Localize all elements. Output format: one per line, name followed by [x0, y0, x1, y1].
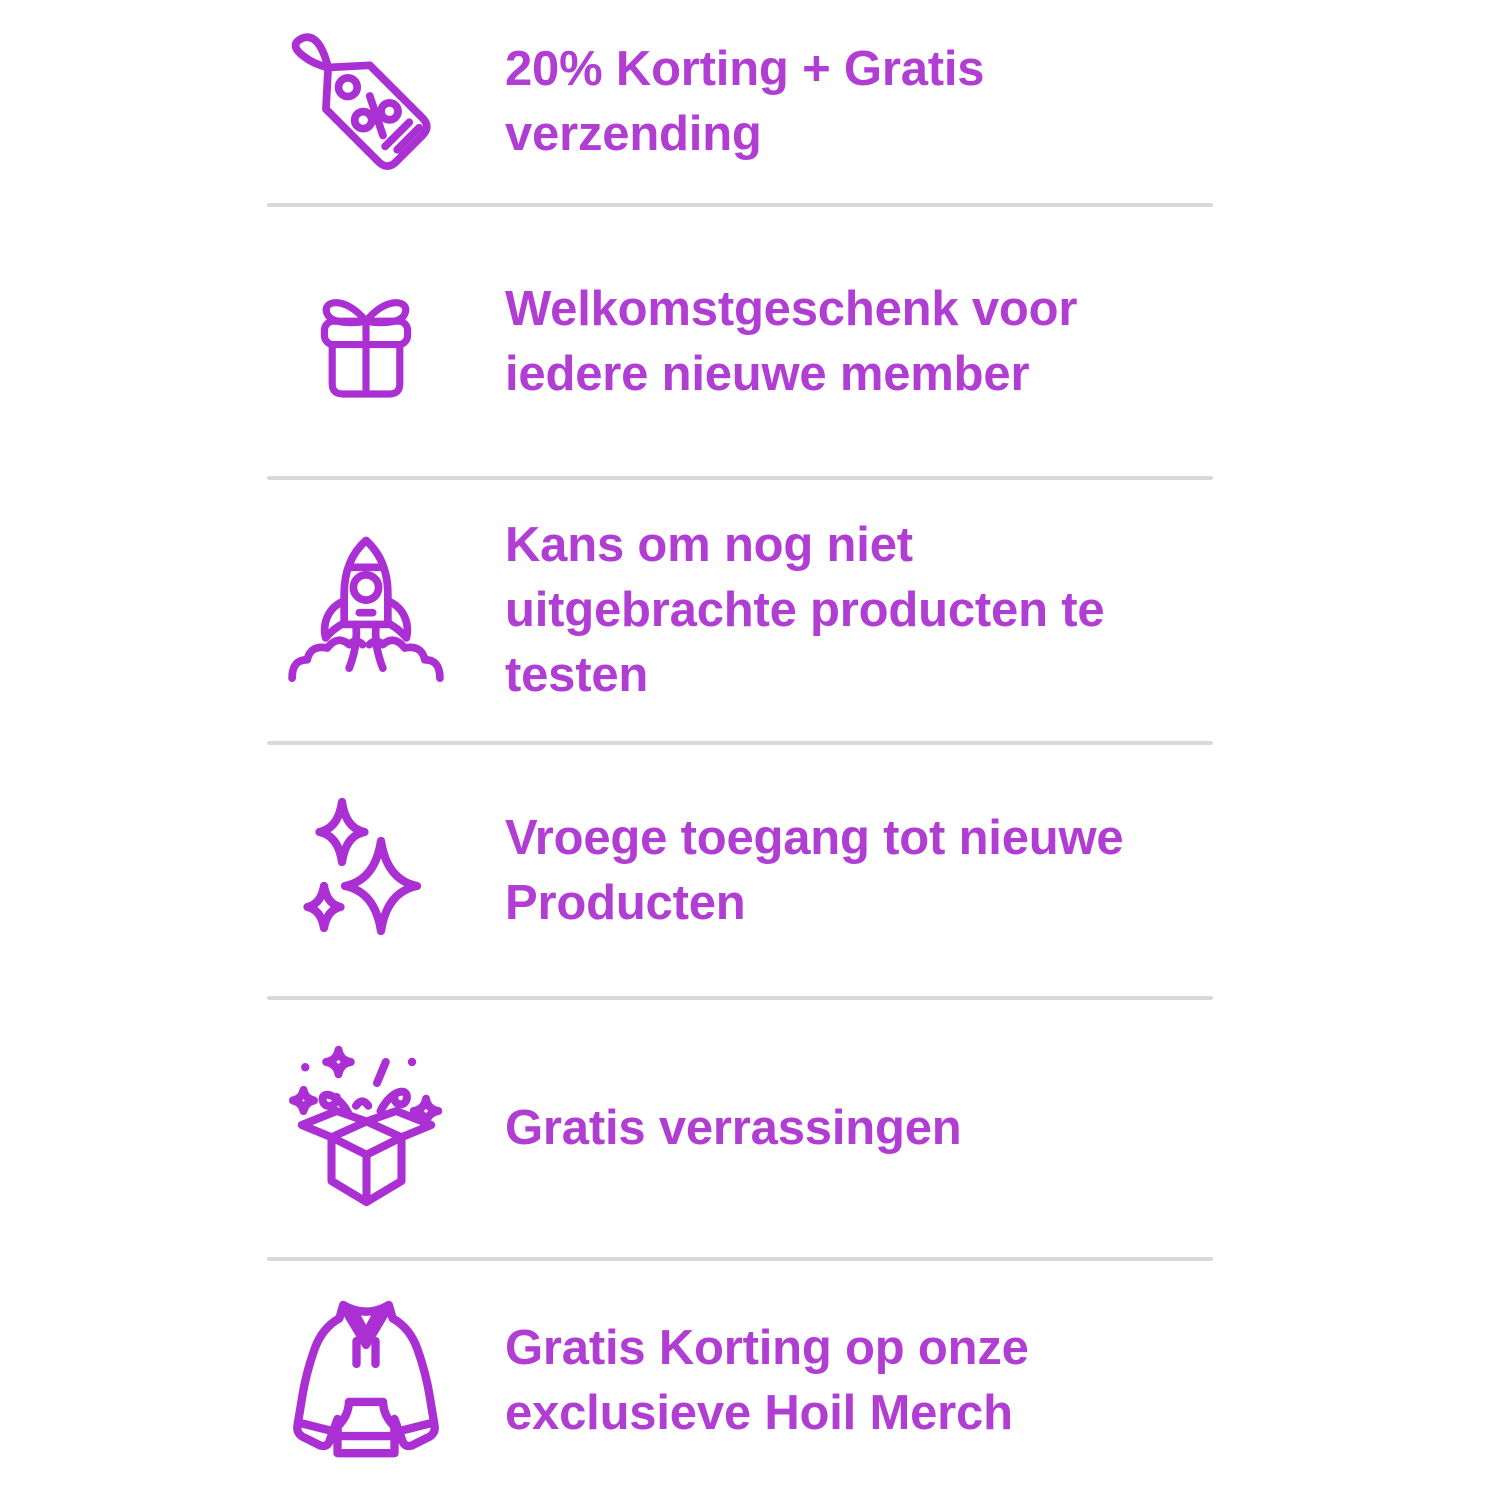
- benefit-row-merch-discount: [267, 1261, 1215, 1500]
- gift-icon: [267, 277, 505, 407]
- benefit-text: Kans om nog niet uitgebrachte producten te testen: [505, 518, 1105, 702]
- benefit-row-surprises: [267, 1000, 1215, 1257]
- benefit-row-early-access: [267, 745, 1215, 996]
- rocket-icon: [267, 527, 505, 695]
- benefit-row-discount: [267, 0, 1215, 204]
- benefit-text: Gratis Korting op onze exclusieve Hoil Merch: [505, 1320, 1029, 1440]
- benefit-text: Welkomstgeschenk voor iedere nieuwe member: [505, 282, 1078, 401]
- benefit-row-test-products: [267, 480, 1215, 741]
- benefit-text: Gratis verrassingen: [505, 1101, 962, 1155]
- hoodie-icon: [267, 1286, 505, 1476]
- price-tag-icon: [267, 25, 505, 180]
- benefit-text: 20% Korting + Gratis verzending: [505, 42, 985, 161]
- surprise-box-icon: [267, 1041, 505, 1216]
- benefit-text: Vroege toegang tot nieuwe Producten: [505, 810, 1124, 930]
- sparkles-icon: [267, 796, 505, 946]
- divider: [267, 203, 1213, 207]
- benefit-row-welcome-gift: [267, 208, 1215, 476]
